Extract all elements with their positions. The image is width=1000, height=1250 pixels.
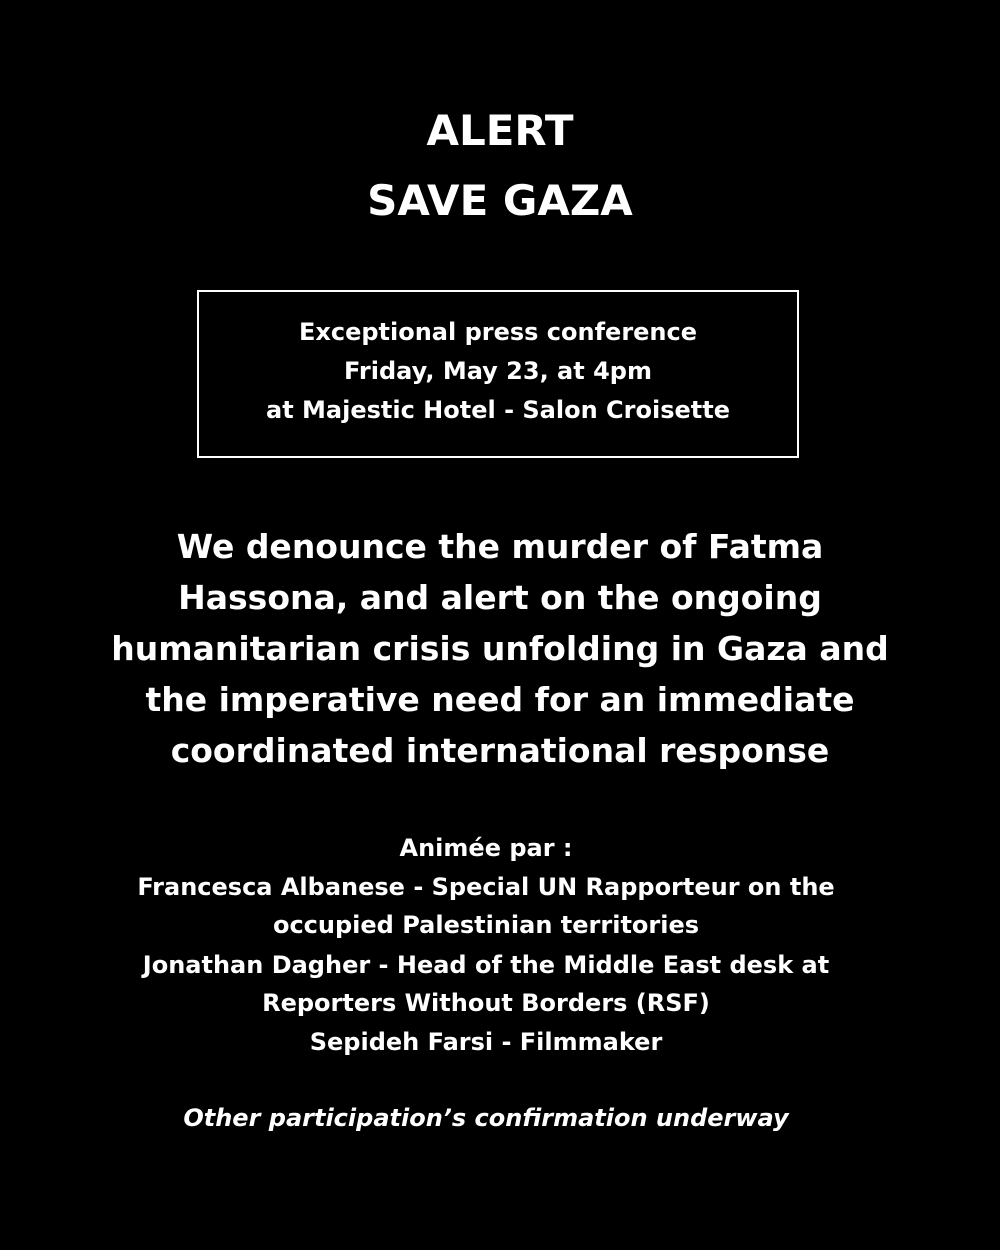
statement-line: We denounce the murder of Fatma [176, 527, 824, 566]
speaker-line: Reporters Without Borders (RSF) [262, 989, 710, 1017]
save-gaza-title: SAVE GAZA [367, 176, 633, 225]
statement-line: humanitarian crisis unfolding in Gaza and [111, 629, 889, 668]
statement-line: Hassona, and alert on the ongoing [178, 578, 822, 617]
alert-title: ALERT [426, 106, 574, 155]
event-info-box [197, 290, 799, 458]
speaker-line: Francesca Albanese - Special UN Rapporteur on the [137, 873, 835, 901]
speaker-line: Jonathan Dagher - Head of the Middle East desk at [142, 951, 830, 979]
hosted-by-heading: Animée par : [399, 834, 573, 862]
confirmation-note: Other participation’s confirmation underway [183, 1104, 789, 1132]
statement-line: coordinated international response [170, 731, 830, 770]
speaker-line: Sepideh Farsi - Filmmaker [309, 1028, 663, 1056]
event-location: at Majestic Hotel - Salon Croisette [266, 396, 730, 424]
speaker-line: occupied Palestinian territories [272, 911, 700, 939]
event-date-time: Friday, May 23, at 4pm [344, 357, 652, 385]
event-type: Exceptional press conference [298, 318, 698, 346]
statement-line: the imperative need for an immediate [145, 680, 855, 719]
